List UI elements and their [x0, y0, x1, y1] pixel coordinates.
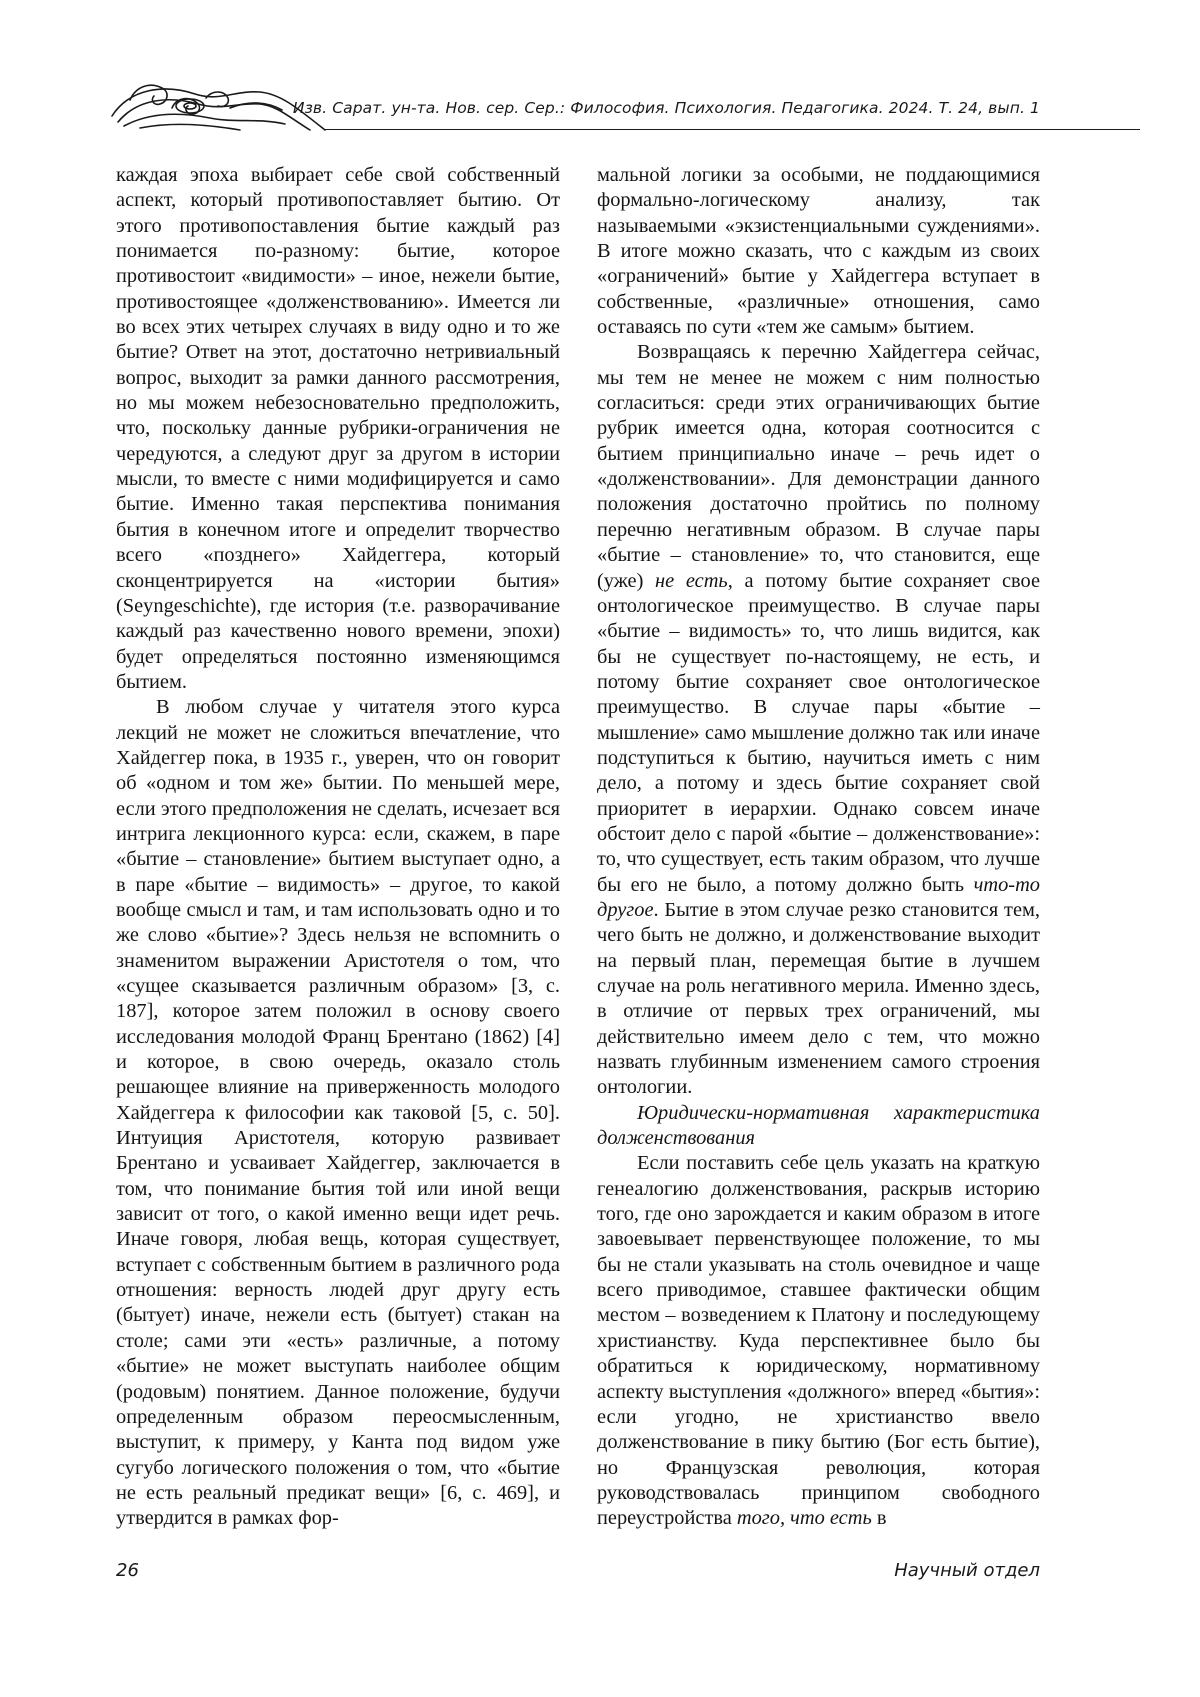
- text-run: Возвращаясь к перечню Хайдеггера сейчас, мы тем не менее не можем с ним полностью согласиться: среди этих ограничивающих бытие рубрик имеется одна, которая соотносится с бытием принципиально иначе – речь идет о «долженствовании». Для демонстрации данного положения достаточно пройтись по полному перечню негативным образом. В случае пары «бытие – становление» то, что становится, еще (уже): [597, 341, 1040, 592]
- running-header: [110, 78, 1040, 136]
- paragraph: [597, 1151, 1040, 1531]
- section-subheading: Юридически-нормативная характеристика долженствования: [597, 1101, 1040, 1150]
- emphasis: что-то другое: [597, 873, 1040, 921]
- emphasis: того, что есть: [736, 1507, 872, 1530]
- text-run: . Бытие в этом случае резко становится тем, чего быть не должно, и долженствование выходит на первый план, перемещая бытие в лучшем случае на роль негативного мерила. Именно здесь, в отличие от первых трех ограничений, мы действительно имеем дело с тем, что можно назвать глубинным изменением самого строения онтологии.: [597, 898, 1040, 1099]
- header-rule: [325, 129, 1140, 130]
- journal-title: Изв. Сарат. ун-та. Нов. сер. Сер.: Философия. Психология. Педагогика. 2024. Т. 24, вып. 1: [292, 99, 1040, 117]
- paragraph: каждая эпоха выбирает себе свой собственный аспект, который противопоставляет бытию. От этого противопоставления бытие каждый раз понимается по-разному: бытие, которое противостоит «видимости» – иное, нежели бытие, противостоящее «долженствованию». Имеется ли во всех этих четырех случаях в виду одно и то же бытие? Ответ на этот, достаточно нетривиальный вопрос, выходит за рамки данного рассмотрения, но мы можем небезосновательно предположить, что, поскольку данные рубрики-ограничения не чередуются, а следуют друг за другом в истории мысли, то вместе с ними модифицируется и само бытие. Именно такая перспектива понимания бытия в конечном итоге и определит творчество всего «позднего» Хайдеггера, который сконцентрируется на «истории бытия» (Seyngeschichte), где история (т.е. разворачивание каждый раз качественно нового времени, эпохи) будет определяться постоянно изменяющимся бытием.: [116, 164, 560, 693]
- emphasis: не есть: [655, 569, 728, 592]
- paragraph: В любом случае у читателя этого курса лекций не может не сложиться впечатление, что Хайдеггер пока, в 1935 г., уверен, что он говорит об «одном и том же» бытии. По меньшей мере, если этого предположения не сделать, исчезает вся интрига лекционного курса: если, скажем, в паре «бытие – становление» бытием выступает одно, а в паре «бытие – видимость» – другое, то какой вообще смысл и там, и там использовать одно и то же слово «бытие»? Здесь нельзя не вспомнить о знаменитом выражении Аристотеля о том, что «сущее сказывается различным образом» [3, с. 187], которое затем положил в основу своего исследования молодой Франц Брентано (1862) [4] и которое, в свою очередь, оказало столь решающее влияние на приверженность молодого Хайдеггера к философии как таковой [5, с. 50]. Интуиция Аристотеля, которую развивает Брентано и усваивает Хайдеггер, заключается в том, что понимание бытия той или иной вещи зависит от того, о какой именно вещи идет речь. Иначе говоря, любая вещь, которая существует, вступает с собственным бытием в различного рода отношения: верность людей друг другу есть (бытует) иначе, нежели есть (бытует) стакан на столе; сами эти «есть» различные, а потому «бытие» не может выступать наиболее общим (родовым) понятием. Данное положение, будучи определенным образом переосмысленным, выступит, к примеру, у Канта под видом уже сугубо логического положения о том, что «бытие не есть реальный предикат вещи» [6, с. 469], и утвердится в рамках фор-: [116, 696, 560, 1530]
- paragraph: мальной логики за особыми, не поддающимися формально-логическому анализу, так называемыми «экзистенциальными суждениями». В итоге можно сказать, что с каждым из своих «ограничений» бытие у Хайдеггера вступает в собственные, «различные» отношения, само оставаясь по сути «тем же самым» бытием.: [597, 164, 1040, 339]
- section-name: Научный отдел: [894, 1560, 1040, 1581]
- paragraph: [597, 340, 1040, 1100]
- right-column: [597, 163, 1040, 1532]
- page-number: 26: [116, 1560, 139, 1581]
- text-run: , а потому бытие сохраняет свое онтологическое преимущество. В случае пары «бытие – видимость» то, что лишь видится, как бы не существует по-настоящему, не есть, и потому бытие сохраняет свое онтологическое преимущество. В случае пары «бытие – мышление» само мышление должно так или иначе подступиться к бытию, научиться иметь с ним дело, а потому и здесь бытие сохраняет свой приоритет в иерархии. Однако совсем иначе обстоит дело с парой «бытие – долженствование»: то, что существует, есть таким образом, что лучше бы его не было, а потому должно быть: [597, 569, 1040, 896]
- text-run: Если поставить себе цель указать на краткую генеалогию долженствования, раскрыв историю того, где оно зарождается и каким образом в итоге завоевывает первенствующее положение, то мы бы не стали указывать на столь очевидное и чаще всего приводимое, ставшее фактически общим местом – возведением к Платону и последующему христианству. Куда перспективнее было бы обратиться к юридическому, нормативному аспекту выступления «должного» вперед «бытия»: если угодно, не христианство ввело долженствование в пику бытию (Бог есть бытие), но Французская революция, которая руководствовалась принципом свободного переустройства: [597, 1152, 1040, 1530]
- left-column: [116, 163, 560, 1532]
- text-run: в: [871, 1507, 887, 1530]
